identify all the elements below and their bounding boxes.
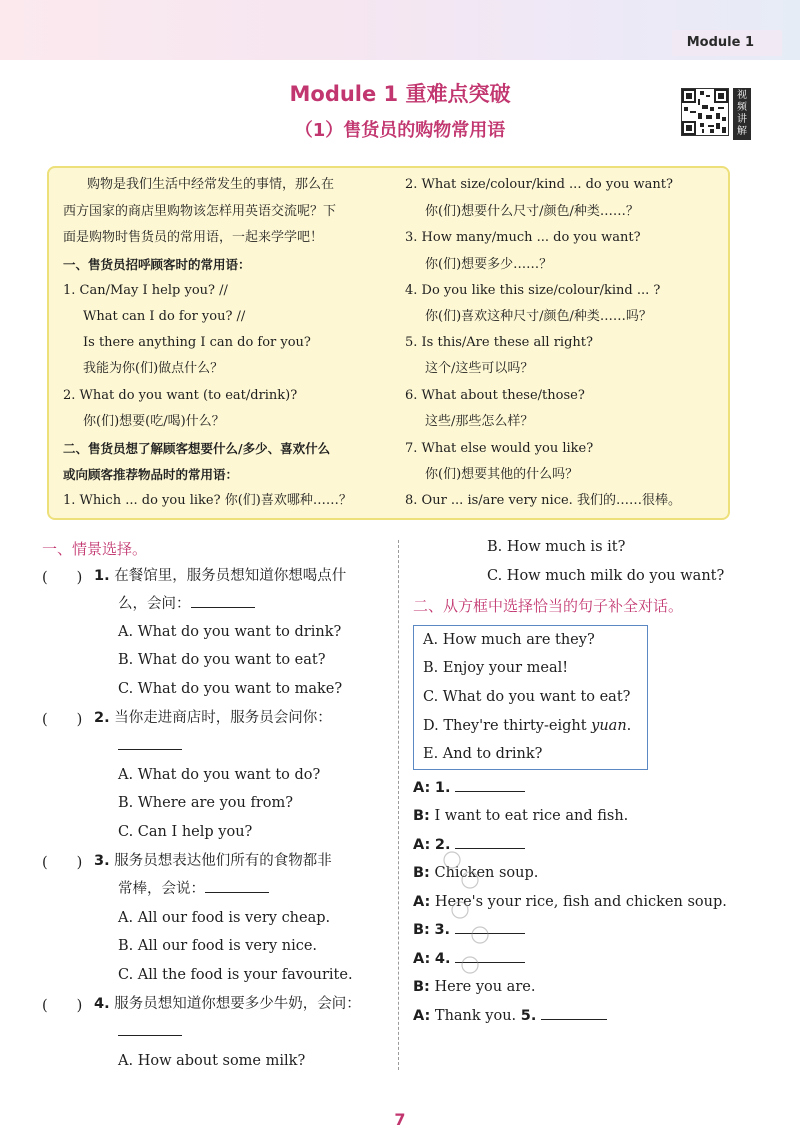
question-stem [94,994,361,1014]
dialogue-line [413,806,628,826]
dialogue-line [413,1006,607,1026]
answer-blank[interactable] [541,1006,607,1020]
qr-label-char: 解 [737,126,747,137]
tips-item: 5. Is this/Are these all right? [405,335,593,350]
qr-label [733,88,751,140]
tips-item: 6. What about these/those? [405,388,585,403]
question-text: 服务员想表达他们所有的食物都非 [114,853,332,869]
box-option-d-end: . [626,718,632,734]
watermark-stamp-icon [430,840,510,990]
question-number: 2. [94,710,110,726]
question-stem [94,851,332,871]
speaker: A: [413,894,431,910]
question-stem [94,566,346,586]
tips-item: 2. What size/colour/kind ... do you want? [405,177,673,192]
tips-item: 4. Do you like this size/colour/kind ... ? [405,283,661,298]
tips-item: 8. Our ... is/are very nice. 我们的……很棒。 [405,493,681,508]
blank-number: 3. [434,922,451,938]
tips-item: 你(们)想要多少……？ [425,257,553,272]
question-stem [94,708,332,728]
question-number: 3. [94,853,110,869]
box-option-a: A. How much are they? [423,632,595,648]
blank-number: 1. [434,780,451,796]
option-a: A. All our food is very cheap. [118,910,331,926]
qr-label-char: 视 [737,90,747,101]
option-a: A. How about some milk? [118,1053,306,1069]
speaker: B: [413,808,430,824]
intro-text: 西方国家的商店里购物该怎样用英语交流呢？下 [63,204,337,219]
option-b: B. How much is it? [487,539,626,555]
blank-number: 2. [434,837,451,853]
answer-line [118,736,182,756]
question-stem [118,879,269,899]
tips-item: 你(们)想要其他的什么吗？ [425,467,579,482]
speaker: B: [413,865,430,881]
blank-number: 5. [520,1008,537,1024]
answer-paren[interactable]: ( ) [42,855,83,871]
option-b: B. Where are you from? [118,795,294,811]
page-subtitle: （1）售货员的购物常用语 [294,120,506,141]
page-number: 7 [394,1110,406,1129]
question-text: 在餐馆里，服务员想知道你想喝点什 [114,568,347,584]
options-box [413,625,648,770]
intro-text: 面是购物时售货员的常用语，一起来学学吧！ [63,230,324,245]
answer-blank[interactable] [455,778,525,792]
box-option-d-text: D. They're thirty-eight [423,718,592,734]
answer-paren[interactable]: ( ) [42,712,83,728]
tips-item: What can I do for you? // [83,309,246,324]
option-b: B. What do you want to eat? [118,652,326,668]
part1-heading: 一、情景选择。 [42,540,148,558]
tips-item: 1. Can/May I help you? // [63,283,228,298]
dialogue-text: Here's your rice, fish and chicken soup. [434,894,727,910]
module-tag-text: Module 1 [686,35,754,50]
box-option-d [423,716,631,736]
speaker: B: [413,979,430,995]
option-c: C. All the food is your favourite. [118,967,353,983]
answer-blank[interactable] [118,736,182,750]
tips-item: 你(们)想要什么尺寸/颜色/种类……？ [425,204,639,219]
dialogue-text: Chicken soup. [434,865,539,881]
page-title: Module 1 重难点突破 [289,82,511,106]
intro-text: 购物是我们生活中经常发生的事情，那么在 [87,177,335,192]
dialogue-text: Thank you. [434,1008,517,1024]
answer-line [118,1022,182,1042]
question-number: 1. [94,568,110,584]
part2-heading: 二、从方框中选择恰当的句子补全对话。 [413,597,684,615]
answer-blank[interactable] [191,594,255,608]
dialogue-line [413,778,525,798]
tips-item: 这个/这些可以吗？ [425,361,534,376]
answer-blank[interactable] [118,1022,182,1036]
box-option-d-italic: yuan [591,718,627,734]
tips-item: 3. How many/much ... do you want? [405,230,641,245]
option-a: A. What do you want to drink? [118,624,342,640]
option-b: B. All our food is very nice. [118,938,318,954]
tips-item: Is there anything I can do for you? [83,335,311,350]
module-tag [672,30,782,56]
question-text: 当你走进商店时，服务员会问你： [114,710,332,726]
answer-paren[interactable]: ( ) [42,998,83,1014]
qr-label-char: 讲 [737,114,747,125]
speaker: B: [413,922,430,938]
tips-heading: 二、售货员想了解顾客想要什么/多少、喜欢什么 [63,441,331,456]
speaker: A: [413,837,431,853]
dialogue-text: I want to eat rice and fish. [434,808,629,824]
column-divider [398,540,399,1070]
question-number: 4. [94,996,110,1012]
question-text: 常棒，会说： [118,881,205,897]
speaker: A: [413,780,431,796]
question-stem [118,594,255,614]
box-option-b: B. Enjoy your meal! [423,660,569,676]
tips-item: 这些/那些怎么样？ [425,414,534,429]
answer-blank[interactable] [205,879,269,893]
speaker: A: [413,951,431,967]
tips-item: 我能为你(们)做点什么？ [83,361,224,376]
option-c: C. How much milk do you want? [487,568,725,584]
answer-paren[interactable]: ( ) [42,570,83,586]
box-option-c: C. What do you want to eat? [423,689,631,705]
tips-item: 7. What else would you like? [405,441,594,456]
tips-item: 1. Which ... do you like? 你(们)喜欢哪种……？ [63,493,352,508]
tips-item: 2. What do you want (to eat/drink)? [63,388,298,403]
qr-label-char: 频 [737,102,747,113]
option-c: C. Can I help you? [118,824,253,840]
tips-heading: 一、售货员招呼顾客时的常用语： [63,257,251,272]
tips-item: 你(们)想要(吃/喝)什么？ [83,414,225,429]
tips-item: 你(们)喜欢这种尺寸/颜色/种类……吗？ [425,309,652,324]
speaker: A: [413,1008,431,1024]
qr-code-icon[interactable] [681,88,729,136]
question-text: 么，会问： [118,596,191,612]
option-a: A. What do you want to do? [118,767,321,783]
tips-box [47,166,730,520]
option-c: C. What do you want to make? [118,681,343,697]
blank-number: 4. [434,951,451,967]
dialogue-text: Here you are. [434,979,536,995]
box-option-e: E. And to drink? [423,746,543,762]
question-text: 服务员想知道你想要多少牛奶，会问： [114,996,361,1012]
tips-heading: 或向顾客推荐物品时的常用语： [63,467,239,482]
